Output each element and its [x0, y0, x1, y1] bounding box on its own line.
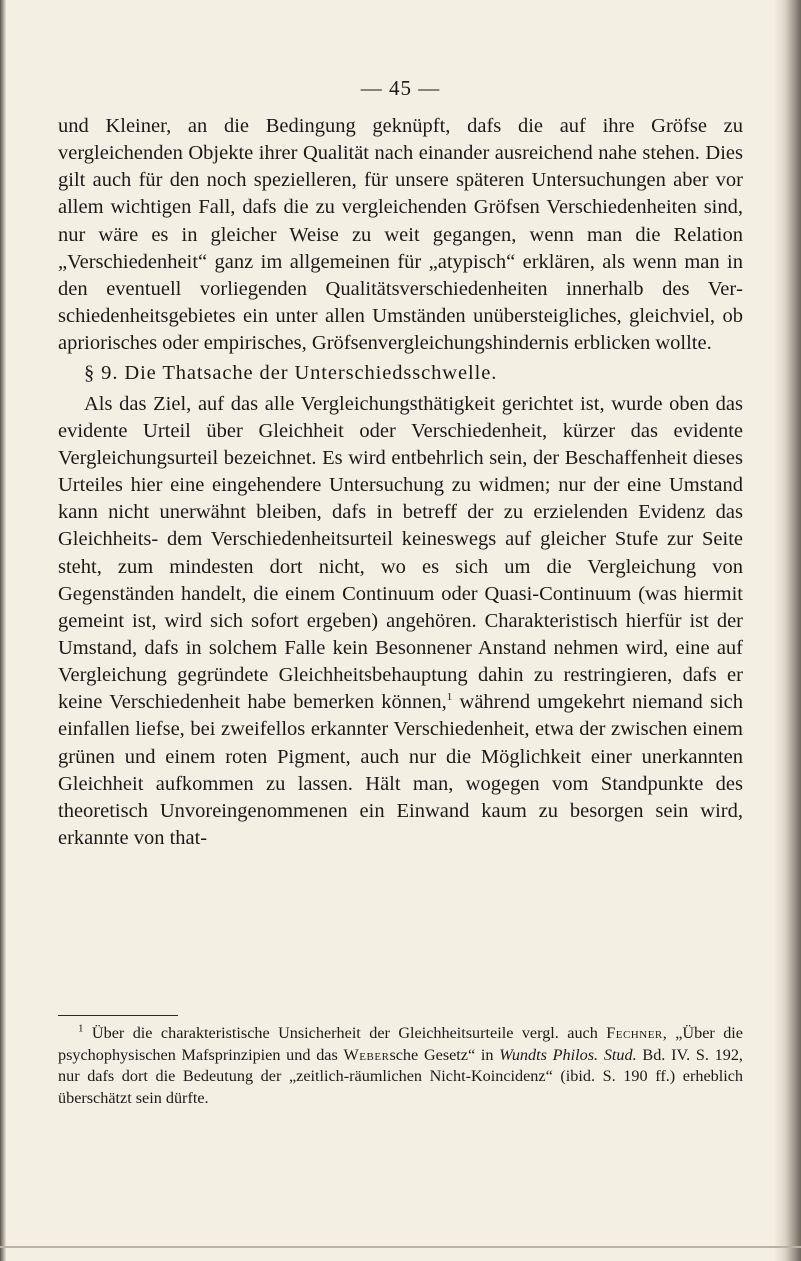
page-edge-left: [0, 0, 6, 1261]
footnote-segment: sche Gesetz“ in: [389, 1045, 500, 1064]
footnote-reference: 1: [446, 691, 453, 704]
page-bottom-edge: [0, 1246, 801, 1248]
footnote-text: [58, 1023, 743, 1110]
paragraph: [58, 391, 743, 853]
footnote-weber: Weber: [343, 1045, 390, 1064]
footnote-journal: Wundts Philos. Stud.: [499, 1045, 637, 1064]
footnote-segment: , „Über die psychophysischen Mafsprinzipien und das: [58, 1024, 743, 1064]
footnote-marker: 1: [78, 1022, 84, 1035]
paragraph: und Kleiner, an die Bedingung geknüpft, dafs die auf ihre Gröfse zu vergleichenden Objekte ihrer Qualität nach einander ausreichend nahe stehen. Dies gilt auch für den noch spezielleren, für unsere späteren Untersuchungen aber vor allem wichtigen Fall, dafs die zu vergleichenden Gröfsen Verschiedenheiten sind, nur wäre es in gleicher Weise zu weit gegangen, wenn man die Relation „Verschiedenheit“ ganz im allgemeinen für „atypisch“ erklären, als wenn man in den eventuell vorliegenden Qualitätsverschiedenheiten innerhalb des Verschiedenheitsgebietes ein unter allen Umständen unübersteigliches, gleichviel, ob apriorisches oder empirisches, Gröfsenvergleichungshindernis erblicken wollte.: [58, 115, 743, 355]
footnote-rule: [58, 1015, 178, 1016]
body-text: [58, 113, 743, 852]
footnote-segment: Über die charakteristische Unsicherheit der Gleichheitsurteile vergl. auch: [83, 1024, 607, 1042]
footnote: [58, 1023, 743, 1110]
page-edge-right: [775, 0, 801, 1261]
footnote-segment: Bd. IV. S. 192, nur dafs dort die Bedeutung der „zeitlich-räumlichen Nicht-Koincidenz“ (ibid. S. 190 ff.) erheblich überschätzt sein dürfte.: [58, 1045, 743, 1108]
section-heading: § 9. Die Thatsache der Unterschiedsschwelle.: [84, 362, 498, 385]
paragraph-text-continued: während umgekehrt niemand sich einfallen liefse, bei zweifellos erkannter Verschiedenheit, etwa der zwischen einem grünen und einem roten Pigment, auch nur die Möglichkeit einer unerkannten Gleichheit aufkommen zu lassen. Hält man, wogegen vom Standpunkte des theoretisch Unvoreingenommenen ein Einwand kaum zu besorgen sein wird, erkannte von that-: [58, 691, 744, 850]
footnote-author: Fechner: [606, 1024, 663, 1042]
page-number: — 45 —: [360, 76, 441, 100]
paragraph-text: Als das Ziel, auf das alle Vergleichungsthätigkeit gerichtet ist, wurde oben das evidente Urteil über Gleichheit oder Verschiedenheit, kürzer das evidente Vergleichungsurteil bezeichnet. Es wird entbehrlich sein, der Beschaffenheit dieses Urteiles hier eine eingehendere Untersuchung zu widmen; nur der eine Umstand kann nicht unerwähnt bleiben, dafs in betreff der zu erzielenden Evidenz das Gleichheits- dem Verschiedenheitsurteil keineswegs auf gleicher Stufe zur Seite steht, zum mindesten dort nicht, wo es sich um die Vergleichung von Gegenständen handelt, die einem Continuum oder Quasi-Continuum (was hiermit gemeint ist, wird sich sofort ergeben) angehören. Charakteristisch hierfür ist der Umstand, dafs in solchem Falle kein Besonnener Anstand nehmen wird, eine auf Vergleichung gegründete Gleichheitsbehauptung dahin zu restringieren, dafs er keine Verschiedenheit habe bemerken können,: [58, 392, 743, 714]
